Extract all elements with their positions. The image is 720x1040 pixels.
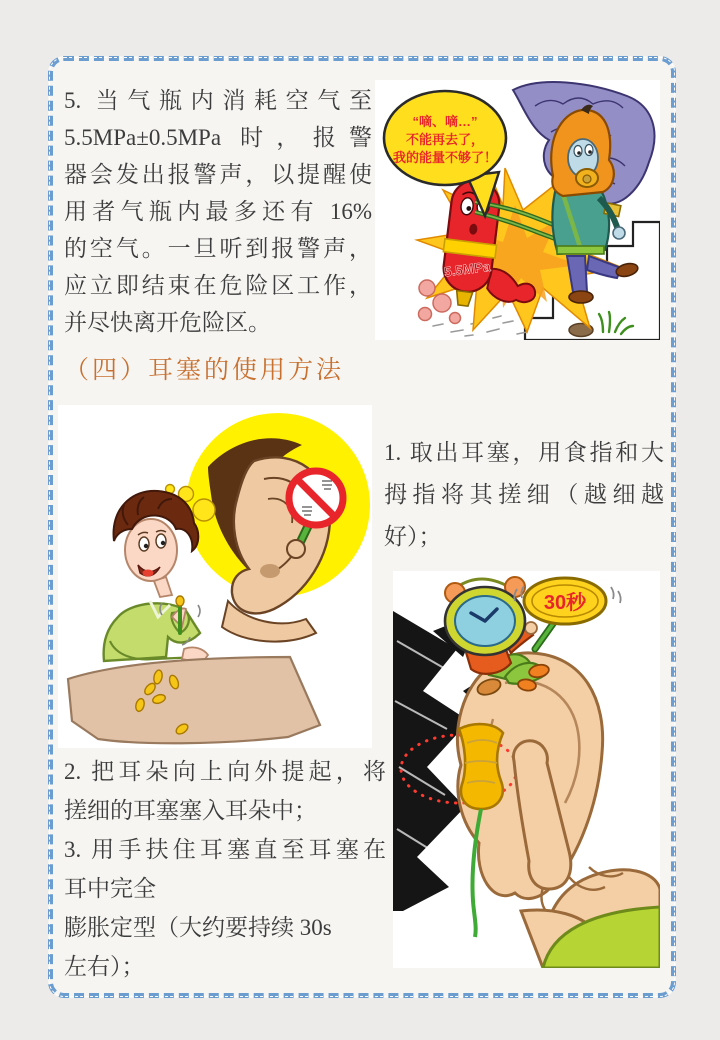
bubble-line: 不能再去了， <box>405 132 485 147</box>
text-line: 3. 用手扶住耳塞直至耳塞在 <box>64 837 386 862</box>
text-line: 5. 当气瓶内消耗空气至 <box>64 88 372 113</box>
text-line: 耳中完全 <box>64 876 156 901</box>
text-line: 搓细的耳塞塞入耳朵中； <box>64 798 317 823</box>
illustration-alarm-stairs <box>375 80 660 340</box>
speech-bubble <box>384 91 506 216</box>
earplug <box>459 724 503 809</box>
text-line: 应立即结束在危险区工作， <box>64 273 372 298</box>
text-line: 1. 取出耳塞，用食指和大 <box>384 440 664 465</box>
text-line: 左右）； <box>64 954 145 979</box>
thought-circle <box>186 413 370 642</box>
illustration-insert-earplug <box>393 571 660 968</box>
bubble-line: “嘀、嘀…” <box>412 114 478 129</box>
paragraph-air-warning <box>64 82 372 341</box>
text-line: 5.5MPa±0.5MPa 时，报警 <box>64 125 372 150</box>
man-rolling-earplug <box>104 491 208 663</box>
text-line: 并尽快离开危险区。 <box>64 310 271 335</box>
cylinder-pressure-label: 5.5MPa <box>443 259 492 280</box>
text-line: 膨胀定型（大约要持续 30s <box>64 915 332 940</box>
paragraph-step1 <box>384 432 664 558</box>
text-line: 2. 把耳朵向上向外提起，将 <box>64 759 386 784</box>
text-line: 拇指将其搓细（越细越 <box>384 482 664 507</box>
table <box>68 657 320 743</box>
bubble-line: 我的能量不够了！ <box>392 150 498 165</box>
paragraph-steps-2-3 <box>64 752 386 986</box>
text-line: 的空气。一旦听到报警声， <box>64 236 372 261</box>
document-page <box>48 56 676 998</box>
text-line: 用者气瓶内最多还有 16% <box>64 199 372 224</box>
text-line: 好）； <box>384 524 442 549</box>
timer-sign-label: 30秒 <box>543 592 587 614</box>
illustration-rolling-earplug <box>58 405 372 748</box>
text-line: 器会发出报警声，以提醒使 <box>64 162 372 187</box>
section-heading: （四）耳塞的使用方法 <box>64 357 345 384</box>
